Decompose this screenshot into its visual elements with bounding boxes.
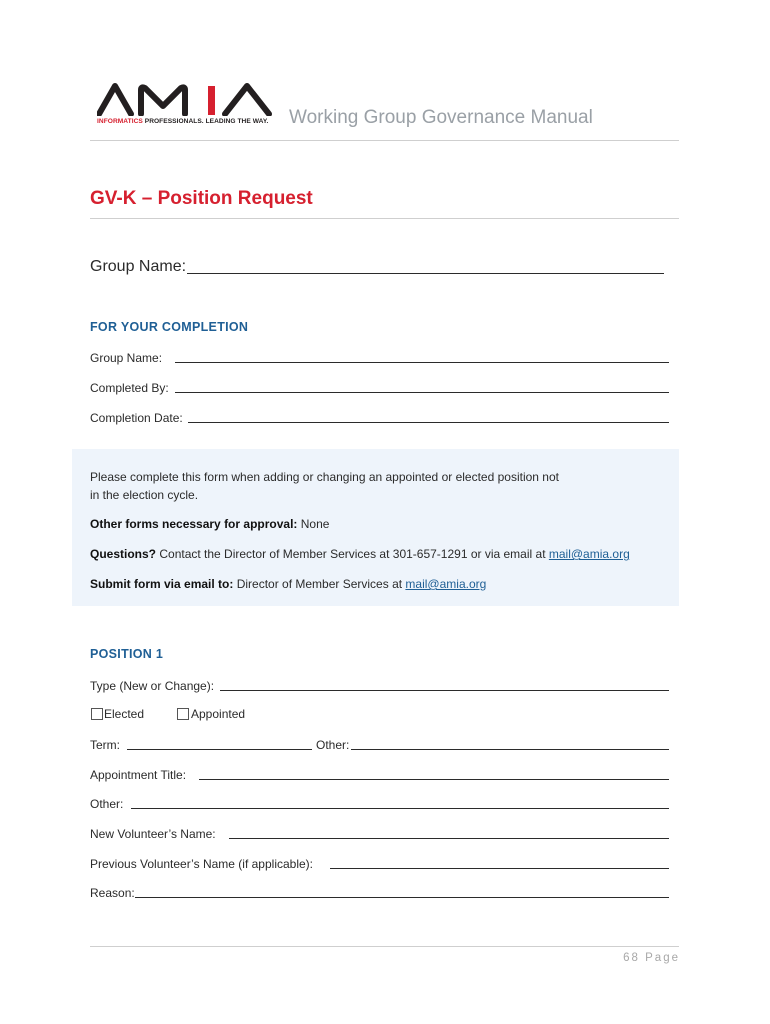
- title-divider: [90, 218, 679, 219]
- amia-logo: [97, 82, 273, 130]
- term-field[interactable]: [127, 749, 312, 750]
- term-label: Term:: [90, 738, 120, 752]
- appointed-checkbox[interactable]: [177, 708, 189, 720]
- previous-volunteer-label: Previous Volunteer’s Name (if applicable):: [90, 857, 314, 871]
- appointment-title-label: Appointment Title:: [90, 768, 187, 782]
- other-field[interactable]: [131, 808, 669, 809]
- completion-group-name-field[interactable]: [175, 362, 669, 363]
- submit-label: Submit form via email to:: [90, 577, 234, 591]
- new-volunteer-label: New Volunteer’s Name:: [90, 827, 216, 841]
- other-forms-text: [90, 517, 329, 531]
- type-label: Type (New or Change):: [90, 679, 215, 693]
- term-other-label: Other:: [316, 738, 350, 752]
- submit-email-link[interactable]: mail@amia.org: [405, 577, 487, 591]
- completion-group-name-label: Group Name:: [90, 351, 163, 365]
- group-name-field[interactable]: [187, 273, 664, 274]
- instructions-line-2: in the election cycle.: [90, 488, 199, 502]
- questions-label: Questions?: [90, 547, 157, 561]
- elected-checkbox[interactable]: [91, 708, 103, 720]
- form-title: GV-K – Position Request: [90, 188, 313, 209]
- previous-volunteer-field[interactable]: [330, 868, 669, 869]
- completion-heading: FOR YOUR COMPLETION: [90, 320, 249, 334]
- other-label: Other:: [90, 797, 124, 811]
- manual-title: Working Group Governance Manual: [289, 107, 593, 128]
- instructions-line-1: Please complete this form when adding or changing an appointed or elected position not: [90, 470, 559, 484]
- header-divider: [90, 140, 679, 141]
- appointed-label: Appointed: [191, 707, 246, 721]
- completion-date-label: Completion Date:: [90, 411, 183, 425]
- term-other-field[interactable]: [351, 749, 669, 750]
- reason-label: Reason:: [90, 886, 135, 900]
- questions-text: Questions? Contact the Director of Member Services at 301-657-1291 or via email at mail@amia.org: [90, 547, 630, 561]
- reason-field[interactable]: [135, 897, 669, 898]
- page-number: 68 Page: [623, 952, 680, 964]
- submit-text: Submit form via email to: Director of Member Services at mail@amia.org: [90, 577, 487, 591]
- completed-by-label: Completed By:: [90, 381, 169, 395]
- position-1-heading: POSITION 1: [90, 647, 164, 661]
- amia-logo-mark: [97, 82, 273, 116]
- group-name-label: Group Name:: [90, 258, 187, 275]
- other-forms-label: Other forms necessary for approval:: [90, 517, 298, 531]
- logo-tagline: INFORMATICS PROFESSIONALS. LEADING THE WAY.: [97, 118, 269, 125]
- completion-date-field[interactable]: [188, 422, 669, 423]
- completed-by-field[interactable]: [175, 392, 669, 393]
- other-forms-value: None: [297, 517, 330, 531]
- footer-divider: [90, 946, 679, 947]
- new-volunteer-field[interactable]: [229, 838, 669, 839]
- elected-label: Elected: [104, 707, 145, 721]
- type-field[interactable]: [220, 690, 669, 691]
- appointment-title-field[interactable]: [199, 779, 669, 780]
- questions-email-link[interactable]: mail@amia.org: [548, 547, 630, 561]
